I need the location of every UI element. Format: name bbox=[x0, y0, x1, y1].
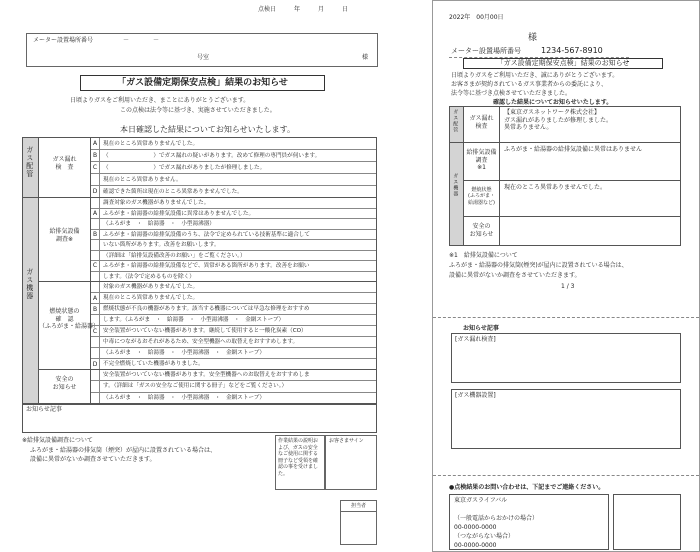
contact-box bbox=[449, 494, 609, 550]
result-letter[interactable] bbox=[91, 348, 100, 358]
result-text: 中毒につながるおそれがあるため、安全型機器への取替えをおすすめします。 bbox=[103, 339, 299, 345]
result-table bbox=[22, 137, 377, 405]
intro-line-2: お客さまが契約されているガス事業者からの委託により、 bbox=[451, 81, 608, 88]
result-text: ふろがま・給湯器の給排気設備に異常はありませんでした。 bbox=[103, 210, 255, 217]
result-letter[interactable] bbox=[91, 337, 100, 347]
result-letter[interactable]: C bbox=[91, 326, 100, 336]
result-letter[interactable]: C bbox=[91, 162, 100, 173]
result-row bbox=[91, 315, 376, 326]
section-label-exhaust: 給排気設備 調査※ bbox=[39, 198, 91, 282]
result-text: ふろがま・給湯器の給排気設備などで、異常がある箇所があります。改善をお願い bbox=[103, 263, 310, 269]
notice-label: お知らせ記事 bbox=[26, 406, 62, 413]
general-phone-number: 00-0000-0000 bbox=[454, 524, 497, 531]
result-text: します。（法令で定めるものを除く） bbox=[103, 273, 195, 280]
meter-number: 1234-567-8910 bbox=[541, 46, 603, 55]
result-letter[interactable] bbox=[91, 370, 100, 380]
leak-result: 【東京ガスネットワーク株式会社】 ガス漏れがありましたが修理しました。 異常ありません。 bbox=[500, 107, 680, 143]
notice-section bbox=[22, 403, 377, 433]
room-label: 号室 bbox=[197, 54, 210, 61]
result-text: 対象のガス機器がありませんでした。 bbox=[103, 284, 199, 290]
result-row bbox=[91, 381, 376, 392]
result-letter[interactable] bbox=[91, 219, 100, 229]
result-row bbox=[91, 282, 376, 293]
company-name: 東京ガスライフバル bbox=[454, 497, 508, 504]
page-number: 1 / 3 bbox=[561, 283, 575, 290]
sama-label: 様 bbox=[528, 33, 538, 43]
result-row bbox=[91, 162, 376, 174]
result-text: （詳細は「給排気設備改善のお願い」をご覧ください。） bbox=[103, 252, 246, 259]
result-text: 現在のところ異常ありません。 bbox=[103, 177, 182, 183]
result-letter[interactable]: D bbox=[91, 359, 100, 369]
category-piping: ガス配管 bbox=[450, 107, 464, 143]
category-piping: ガス配管 bbox=[23, 138, 39, 198]
result-row bbox=[91, 370, 376, 381]
result-text: 安全装置がついていない機器があります。継続して使用すると一酸化炭素（CO） bbox=[103, 328, 307, 334]
intro-line-1: 日頃よりガスをご利用いただき、まことにありがとうございます。 bbox=[70, 97, 250, 104]
safety-label: 安全の お知らせ bbox=[464, 217, 500, 245]
combustion-result: 現在のところ異常ありませんでした。 bbox=[500, 181, 680, 217]
result-letter[interactable] bbox=[91, 198, 100, 208]
result-table bbox=[449, 106, 681, 246]
result-letter[interactable] bbox=[91, 174, 100, 185]
section-label-leak: ガス漏れ 検 査 bbox=[39, 138, 91, 198]
result-text: 不完全燃焼していた機器がありました。 bbox=[103, 361, 204, 367]
result-text: 確認できた箇所は現在のところ異常ありませんでした。 bbox=[103, 189, 243, 195]
section-label-combustion: 燃焼状態の 確 認 （ふろがま・給湯器） bbox=[39, 282, 91, 370]
footnote-1: ※1 給排気設備について bbox=[449, 252, 518, 259]
staff-box[interactable]: 担当者 bbox=[340, 500, 377, 545]
result-letter[interactable]: B bbox=[91, 304, 100, 314]
sama-label: 様 bbox=[362, 54, 369, 61]
result-text: ふろがま・給湯器の給排気設備のうち、法令で定められている技術基準に適合して bbox=[103, 231, 310, 238]
section-label-safety: 安全の お知らせ bbox=[39, 370, 91, 404]
result-text: （ふろがま ・ 給湯器 ・ 小型湯沸器） bbox=[103, 221, 215, 227]
result-text: （ふろがま ・ 給湯器 ・ 小型湯沸器 ・ 金網ストーブ） bbox=[103, 394, 265, 401]
intro-line-3: 法令等に基づき点検させていただきました。 bbox=[451, 90, 572, 97]
report-title: 「ガス設備定期保安点検」結果のお知らせ bbox=[80, 75, 325, 91]
leak-label: ガス漏れ 検査 bbox=[464, 107, 500, 143]
result-row bbox=[91, 219, 376, 230]
notice-box-leak: [ガス漏れ検査] bbox=[451, 333, 681, 383]
result-text: 燃焼状態が不良の機器があります。該当する機器については早急な修理をおすすめ bbox=[103, 306, 310, 312]
result-row bbox=[91, 348, 376, 359]
safety-result bbox=[500, 217, 680, 245]
result-heading: 確認した結果についてお知らせいたします。 bbox=[493, 99, 613, 106]
customer-sign-box[interactable]: お客さまサイン bbox=[325, 435, 377, 490]
footnote-title: ※給排気設備調査について bbox=[22, 437, 93, 444]
result-text: いない箇所があります。改善をお願いします。 bbox=[103, 242, 220, 248]
result-letter[interactable] bbox=[91, 272, 100, 282]
meter-location-label: メーター設置場所番号 － － bbox=[33, 37, 160, 44]
meter-label: メーター設置場所番号 bbox=[451, 47, 521, 55]
result-letter[interactable]: A bbox=[91, 138, 100, 149]
result-row bbox=[91, 272, 376, 283]
result-row bbox=[91, 326, 376, 337]
footnote-3: 設備に異常がないか調査をさせていただきます。 bbox=[449, 272, 581, 279]
result-row bbox=[91, 186, 376, 198]
cut-line-2 bbox=[433, 475, 699, 476]
result-letter[interactable]: A bbox=[91, 209, 100, 219]
result-text: （ふろがま ・ 給湯器 ・ 小型湯沸器 ・ 金網ストーブ） bbox=[103, 350, 265, 356]
footnote-line-2: 設備に異常がないか調査させていただきます。 bbox=[30, 456, 156, 463]
result-row bbox=[91, 251, 376, 262]
result-row bbox=[91, 174, 376, 186]
worker-note-box: 作業結果の説明および、ガスの安全なご使用に関する冊子など受領を確認の事を受けました。 bbox=[275, 435, 325, 490]
result-row bbox=[91, 240, 376, 251]
notice-box-appliance: [ガス機器設置] bbox=[451, 389, 681, 449]
general-phone-label: （一般電話からおかけの場合） bbox=[454, 515, 539, 522]
alt-phone-label: （つながらない場合） bbox=[454, 533, 515, 540]
result-row bbox=[91, 304, 376, 315]
result-row bbox=[91, 359, 376, 370]
result-letter[interactable] bbox=[91, 393, 100, 403]
result-letter[interactable]: A bbox=[91, 293, 100, 303]
inspection-date: 点検日 年 月 日 bbox=[258, 6, 349, 13]
result-heading: 本日確認した結果についてお知らせいたします。 bbox=[120, 125, 295, 134]
result-letter[interactable]: D bbox=[91, 186, 100, 197]
result-rows bbox=[91, 138, 376, 404]
alt-phone-number: 00-0000-0000 bbox=[454, 542, 497, 549]
intro-line-1: 日頃よりガスをご利用いただき、誠にありがとうございます。 bbox=[451, 72, 619, 79]
result-text: 調査対象のガス機器がありませんでした。 bbox=[103, 200, 210, 206]
result-letter[interactable]: C bbox=[91, 261, 100, 271]
result-text: 現在のところ異常ありませんでした。 bbox=[103, 141, 199, 147]
result-row bbox=[91, 261, 376, 272]
result-letter[interactable] bbox=[91, 282, 100, 292]
report-title: 「ガス設備定期保安点検」結果のお知らせ bbox=[463, 58, 663, 69]
meter-info-box bbox=[26, 33, 378, 67]
result-row bbox=[91, 337, 376, 348]
result-row bbox=[91, 138, 376, 150]
contact-heading: ●点検結果のお問い合わせは、下記までご連絡ください。 bbox=[449, 484, 605, 491]
result-letter[interactable] bbox=[91, 315, 100, 325]
result-letter[interactable] bbox=[91, 251, 100, 261]
report-date: 2022年 00月00日 bbox=[449, 14, 504, 21]
result-text: す。（詳細は「ガスの安全なご使用に関する冊子」などをご覧ください。） bbox=[103, 383, 288, 390]
cut-line bbox=[433, 317, 699, 318]
combustion-label: 燃焼状態 (ふろがま・ 給湯器など) bbox=[464, 181, 500, 217]
notice-heading: お知らせ記事 bbox=[463, 325, 499, 332]
result-letter[interactable] bbox=[91, 240, 100, 250]
result-text: 現在のところ異常ありませんでした。 bbox=[103, 295, 199, 301]
exhaust-result: ふろがま・給湯器の給排気設備に異常はありません bbox=[500, 143, 680, 181]
stamp-box bbox=[613, 494, 681, 550]
result-row bbox=[91, 150, 376, 162]
exhaust-label: 給排気設備 調査 ※1 bbox=[464, 143, 500, 181]
result-row bbox=[91, 198, 376, 209]
right-form-sheet bbox=[432, 0, 700, 552]
intro-line-2: この点検は法令等に基づき、実施させていただきました。 bbox=[120, 107, 276, 114]
result-text: （ ）でガス漏れがありましたが修理しました。 bbox=[103, 165, 266, 171]
result-row bbox=[91, 230, 376, 241]
footnote-2: ふろがま・給湯器の排気筒(煙突)が屋内に設置されている場合は、 bbox=[449, 262, 628, 269]
category-appliance: ガス機器 bbox=[23, 198, 39, 404]
result-text: （ ）でガス漏れの疑いがあります。改めて修理の専門員が伺います。 bbox=[103, 153, 321, 159]
result-letter[interactable]: B bbox=[91, 230, 100, 240]
result-row bbox=[91, 209, 376, 220]
footnote-line-1: ふろがま・給湯器の排気筒（煙突）が屋内に設置されている場合は、 bbox=[30, 447, 217, 454]
category-appliance: ガス機器 bbox=[450, 143, 464, 245]
result-letter[interactable]: B bbox=[91, 150, 100, 161]
result-text: します。（ふろがま ・ 給湯器 ・ 小型湯沸器 ・ 金網ストーブ） bbox=[103, 317, 285, 323]
result-row bbox=[91, 293, 376, 304]
result-text: 安全装置がついていない機器があります。安全型機器へのお取替えをおすすめしま bbox=[103, 372, 310, 378]
result-letter[interactable] bbox=[91, 381, 100, 391]
